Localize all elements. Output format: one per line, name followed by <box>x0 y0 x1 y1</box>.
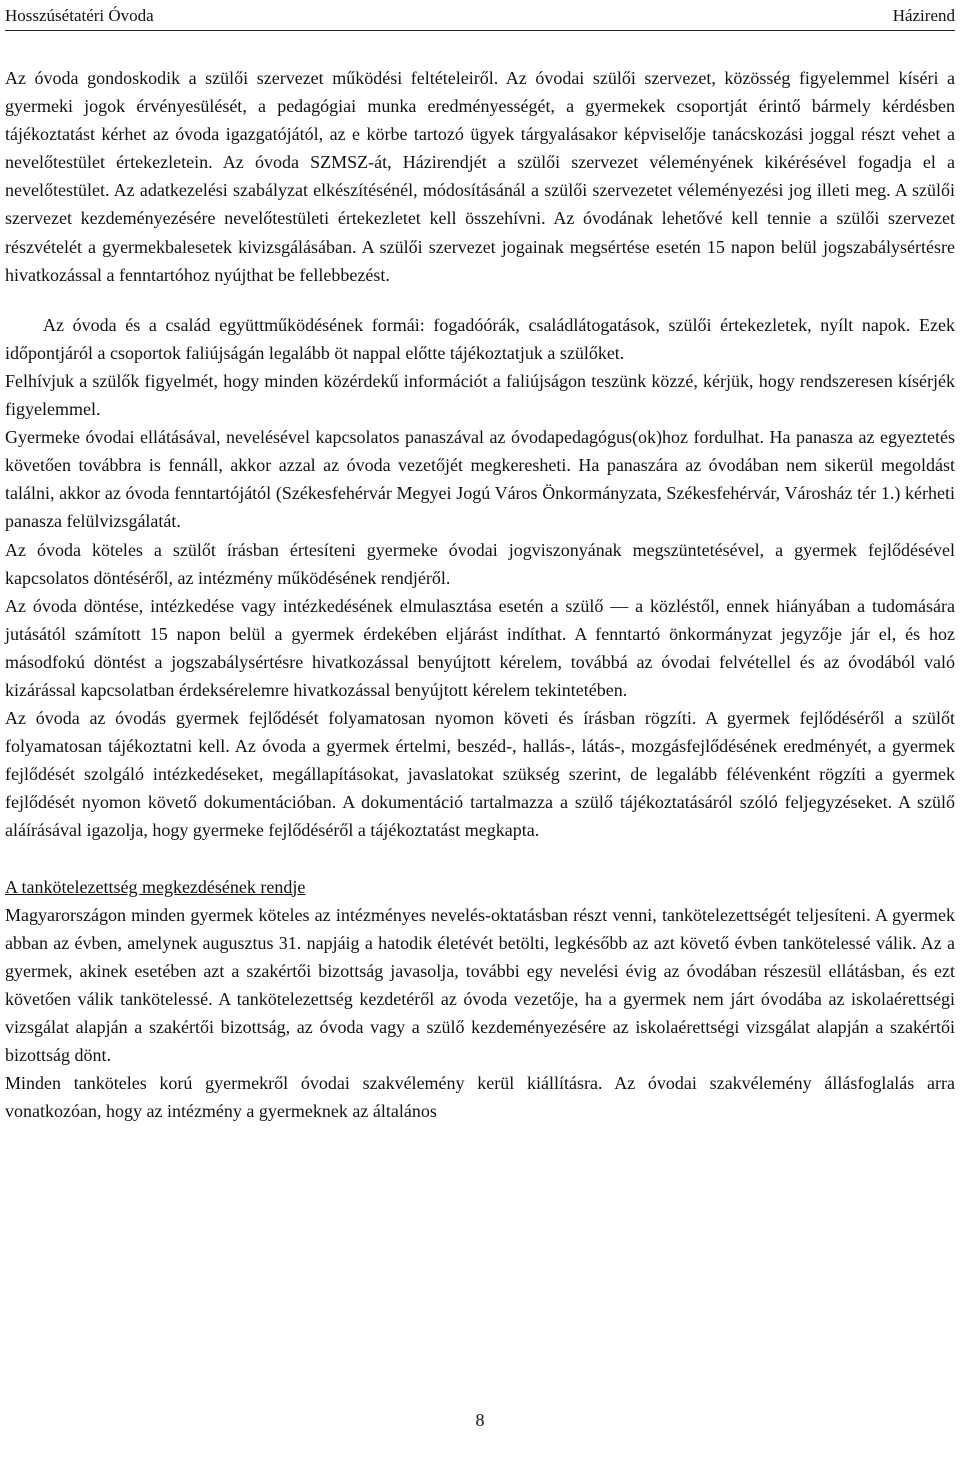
paragraph-expert-opinion: Minden tanköteles korú gyermekről óvodai szakvélemény kerül kiállításra. Az óvodai szakvélemény állásfoglalás arra vonatkozóan, hogy az intézmény a gyermeknek az általános <box>5 1073 955 1122</box>
page-number: 8 <box>475 1410 485 1430</box>
section-heading-school-obligation: A tankötelezettség megkezdésének rendje <box>5 876 306 897</box>
page-header <box>5 4 955 31</box>
paragraph-development-tracking: Az óvoda az óvodás gyermek fejlődését folyamatosan nyomon követi és írásban rögzíti. A gyermek fejlődéséről a szülőt folyamatosan tájékoztatni kell. Az óvoda a gyermek értelmi, beszéd-, hallás-, látás-, mozgásfejlődésének eredményét, a gyermek fejlődését szolgáló intézkedéseket, megállapításokat, javaslatokat szükség szerint, de legalább félévenként rögzíti a gyermek fejlődését nyomon követő dokumentációban. A dokumentáció tartalmazza a szülő tájékoztatásáról szóló feljegyzéseket. A szülő aláírásával igazolja, hogy gyermeke fejlődéséről a tájékoztatást megkapta. <box>5 708 955 841</box>
document-body <box>5 64 955 1125</box>
paragraph-written-notice: Az óvoda köteles a szülőt írásban értesíteni gyermeke óvodai jogviszonyának megszüntetésével, a gyermek fejlődésével kapcsolatos döntéséről, az intézmény működésének rendjéről. <box>5 539 955 588</box>
paragraph-school-obligation: Magyarországon minden gyermek köteles az intézményes nevelés-oktatásban részt venni, tankötelezettségét teljesíteni. A gyermek abban az évben, amelynek augusztus 31. napjáig a hatodik életévét betölti, legkésőbb az azt követő évben tankötelessé válik. Az a gyermek, akinek esetében azt a szakértői bizottság javasolja, további egy nevelési évig az óvodában részesül ellátásban, és ezt követően válik tankötelessé. A tankötelezettség kezdetéről az óvoda vezetője, ha a gyermek nem járt óvodába az iskolaérettségi vizsgálat alapján a szakértői bizottság, az óvoda vagy a szülő kezdeményezésére az iskolaérettségi vizsgálat alapján a szakértői bizottság dönt. <box>5 904 955 1066</box>
paragraph-complaints: Gyermeke óvodai ellátásával, nevelésével kapcsolatos panaszával az óvodapedagógus(ok)hoz fordulhat. Ha panasza az egyeztetés követően továbbra is fennáll, akkor azzal az óvoda vezetőjét megkeresheti. Ha panaszára az óvodában nem sikerül megoldást találni, akkor az óvoda fenntartójától (Székesfehérvár Megyei Jogú Város Önkormányzata, Székesfehérvár, Városház tér 1.) kérheti panasza felülvizsgálatát. <box>5 427 955 532</box>
paragraph-cooperation-forms: Az óvoda és a család együttműködésének formái: fogadóórák, családlátogatások, szülői értekezletek, nyílt napok. Ezek időpontjáról a csoportok faliújságán legalább öt nappal előtte tájékoztatjuk a szülőket. <box>5 314 955 363</box>
paragraph-notice-board: Felhívjuk a szülők figyelmét, hogy minden közérdekű információt a faliújságon teszünk közzé, kérjük, hogy rendszeresen kísérjék figyelemmel. <box>5 370 955 420</box>
header-document-title: Házirend <box>892 6 955 25</box>
paragraph-parent-organization: Az óvoda gondoskodik a szülői szervezet működési feltételeiről. Az óvodai szülői szervezet, közösség figyelemmel kíséri a gyermeki jogok érvényesülését, a pedagógiai munka eredményességét, a gyermekek csoportját érintő bármely kérdésben tájékoztatást kérhet az óvoda igazgatójától, az e körbe tartozó ügyek tárgyalásakor képviselője tanácskozási joggal részt vehet a nevelőtestület értekezletein. Az óvoda SZMSZ-át, Házirendjét a szülői szervezet véleményének kikérésével fogadja el a nevelőtestület. Az adatkezelési szabályzat elkészítésénél, módosításánál a szülői szervezetet véleményezési jog illeti meg. A szülői szervezet kezdeményezésére nevelőtestületi értekezletet kell összehívni. Az óvodának lehetővé kell tennie a szülői szervezet részvételét a gyermekbalesetek kivizsgálásában. A szülői szervezet jogainak megsértése esetén 15 napon belül jogszabálysértésre hivatkozással a fenntartóhoz nyújthat be fellebbezést. <box>5 68 955 285</box>
header-institution-name: Hosszúsétatéri Óvoda <box>5 6 154 25</box>
paragraph-appeal: Az óvoda döntése, intézkedése vagy intézkedésének elmulasztása esetén a szülő — a közléstől, ennek hiányában a tudomására jutásától számított 15 napon belül a gyermek érdekében eljárást indíthat. A fenntartó önkormányzat jegyzője jár el, és hoz másodfokú döntést a jogszabálysértésre hivatkozással benyújtott kérelem, továbbá az óvodai felvétellel és az óvodából való kizárással kapcsolatban érdeksérelemre hivatkozással benyújtott kérelem tekintetében. <box>5 595 955 700</box>
